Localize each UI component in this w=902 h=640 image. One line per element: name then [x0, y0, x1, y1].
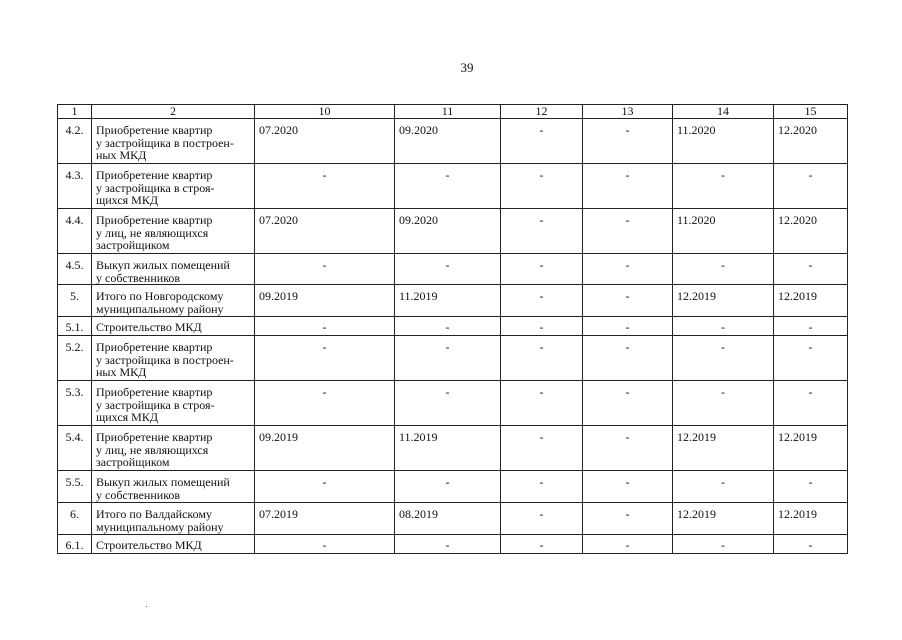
- cell-col10: -: [255, 336, 395, 381]
- header-cell: 2: [92, 105, 255, 119]
- row-name-line: застройщиком: [96, 455, 170, 469]
- row-name-line: Выкуп жилых помещений: [96, 258, 230, 272]
- row-name-line: Приобретение квартир: [96, 385, 213, 399]
- cell-col10: 07.2020: [255, 209, 395, 254]
- cell-col12: -: [501, 209, 583, 254]
- cell-col15: -: [774, 317, 848, 336]
- cell-col13: -: [583, 285, 673, 317]
- cell-col10: -: [255, 254, 395, 285]
- cell-col11: 11.2019: [395, 426, 501, 471]
- table-row: [58, 209, 848, 254]
- table-row: [58, 317, 848, 336]
- schedule-table: [57, 104, 848, 554]
- cell-col10: -: [255, 317, 395, 336]
- header-cell: 11: [395, 105, 501, 119]
- table-row: [58, 471, 848, 503]
- row-number: 6.1.: [58, 535, 92, 554]
- cell-col15: 12.2019: [774, 503, 848, 535]
- row-number: 4.2.: [58, 119, 92, 164]
- cell-col14: 11.2020: [673, 209, 774, 254]
- cell-col12: -: [501, 317, 583, 336]
- cell-col13: -: [583, 317, 673, 336]
- row-name-line: у застройщика в построен-: [96, 352, 234, 367]
- cell-col15: -: [774, 471, 848, 503]
- row-number: 5.5.: [58, 471, 92, 503]
- row-name: [92, 285, 255, 317]
- cell-col10: -: [255, 164, 395, 209]
- row-name-line: у застройщика в построен-: [96, 135, 234, 150]
- table-row: [58, 254, 848, 285]
- row-name-line: Строительство МКД: [96, 320, 202, 334]
- header-cell: 10: [255, 105, 395, 119]
- row-name-line: ных МКД: [96, 148, 147, 162]
- cell-col13: -: [583, 503, 673, 535]
- cell-col11: -: [395, 336, 501, 381]
- cell-col15: 12.2020: [774, 119, 848, 164]
- row-name-line: застройщиком: [96, 238, 170, 252]
- row-name-line: щихся МКД: [96, 193, 159, 207]
- header-cell: 1: [58, 105, 92, 119]
- cell-col13: -: [583, 381, 673, 426]
- row-name: [92, 381, 255, 426]
- row-number: 4.5.: [58, 254, 92, 285]
- cell-col15: 12.2020: [774, 209, 848, 254]
- cell-col12: -: [501, 426, 583, 471]
- row-name-line: Приобретение квартир: [96, 430, 213, 444]
- header-cell: 15: [774, 105, 848, 119]
- cell-col12: -: [501, 336, 583, 381]
- cell-col10: 09.2019: [255, 426, 395, 471]
- row-number: 4.3.: [58, 164, 92, 209]
- row-name-line: муниципальному району: [96, 301, 224, 316]
- cell-col10: 07.2019: [255, 503, 395, 535]
- row-name-line: ных МКД: [96, 365, 147, 379]
- cell-col12: -: [501, 119, 583, 164]
- row-name: [92, 471, 255, 503]
- cell-col12: -: [501, 503, 583, 535]
- header-cell: 12: [501, 105, 583, 119]
- row-name-line: у застройщика в строя-: [96, 180, 215, 195]
- cell-col11: 11.2019: [395, 285, 501, 317]
- cell-col11: -: [395, 254, 501, 285]
- table-row: [58, 381, 848, 426]
- row-name-line: щихся МКД: [96, 410, 159, 424]
- table-row: [58, 426, 848, 471]
- cell-col14: 12.2019: [673, 285, 774, 317]
- row-name: [92, 426, 255, 471]
- table-row: [58, 503, 848, 535]
- header-cell: 14: [673, 105, 774, 119]
- cell-col12: -: [501, 254, 583, 285]
- row-name: [92, 535, 255, 554]
- cell-col15: -: [774, 535, 848, 554]
- cell-col15: -: [774, 336, 848, 381]
- row-name-line: муниципальному району: [96, 519, 224, 534]
- table-header-row: [58, 105, 848, 119]
- cell-col13: -: [583, 254, 673, 285]
- row-name: [92, 119, 255, 164]
- row-name-line: у собственников: [96, 487, 181, 502]
- cell-col11: 09.2020: [395, 209, 501, 254]
- header-cell: 13: [583, 105, 673, 119]
- row-number: 5.1.: [58, 317, 92, 336]
- cell-col15: 12.2019: [774, 285, 848, 317]
- cell-col14: -: [673, 164, 774, 209]
- row-name-line: Строительство МКД: [96, 538, 202, 552]
- row-number: 5.2.: [58, 336, 92, 381]
- cell-col12: -: [501, 285, 583, 317]
- row-name-line: Приобретение квартир: [96, 123, 213, 137]
- cell-col13: -: [583, 535, 673, 554]
- cell-col10: 07.2020: [255, 119, 395, 164]
- cell-col10: -: [255, 535, 395, 554]
- row-name-line: у лиц, не являющихся: [96, 225, 209, 240]
- cell-col14: 12.2019: [673, 503, 774, 535]
- cell-col13: -: [583, 426, 673, 471]
- cell-col15: -: [774, 254, 848, 285]
- scan-speck: [146, 606, 147, 607]
- table-row: [58, 336, 848, 381]
- row-name: [92, 336, 255, 381]
- row-number: 5.3.: [58, 381, 92, 426]
- row-name: [92, 254, 255, 285]
- cell-col15: -: [774, 164, 848, 209]
- cell-col11: 09.2020: [395, 119, 501, 164]
- row-number: 4.4.: [58, 209, 92, 254]
- cell-col13: -: [583, 209, 673, 254]
- cell-col13: -: [583, 164, 673, 209]
- cell-col11: -: [395, 317, 501, 336]
- cell-col13: -: [583, 119, 673, 164]
- cell-col13: -: [583, 471, 673, 503]
- table-row: [58, 119, 848, 164]
- row-name: [92, 503, 255, 535]
- cell-col10: -: [255, 381, 395, 426]
- cell-col12: -: [501, 535, 583, 554]
- cell-col14: 11.2020: [673, 119, 774, 164]
- row-name-line: Итого по Валдайскому: [96, 507, 212, 521]
- row-name: [92, 209, 255, 254]
- row-name-line: Приобретение квартир: [96, 213, 213, 227]
- cell-col14: -: [673, 336, 774, 381]
- cell-col14: 12.2019: [673, 426, 774, 471]
- cell-col11: -: [395, 535, 501, 554]
- cell-col14: -: [673, 254, 774, 285]
- cell-col11: -: [395, 471, 501, 503]
- row-name: [92, 317, 255, 336]
- table-row: [58, 164, 848, 209]
- row-number: 5.: [58, 285, 92, 317]
- table-row: [58, 535, 848, 554]
- page-number: 39: [460, 60, 474, 75]
- row-name-line: у собственников: [96, 270, 181, 285]
- cell-col14: -: [673, 317, 774, 336]
- cell-col11: -: [395, 381, 501, 426]
- cell-col14: -: [673, 535, 774, 554]
- cell-col10: -: [255, 471, 395, 503]
- row-name-line: у лиц, не являющихся: [96, 442, 209, 457]
- row-number: 5.4.: [58, 426, 92, 471]
- cell-col11: 08.2019: [395, 503, 501, 535]
- cell-col14: -: [673, 381, 774, 426]
- row-number: 6.: [58, 503, 92, 535]
- cell-col15: 12.2019: [774, 426, 848, 471]
- row-name-line: Приобретение квартир: [96, 168, 213, 182]
- cell-col11: -: [395, 164, 501, 209]
- row-name-line: Приобретение квартир: [96, 340, 213, 354]
- row-name-line: у застройщика в строя-: [96, 397, 215, 412]
- cell-col13: -: [583, 336, 673, 381]
- row-name: [92, 164, 255, 209]
- cell-col12: -: [501, 381, 583, 426]
- row-name-line: Выкуп жилых помещений: [96, 475, 230, 489]
- cell-col12: -: [501, 471, 583, 503]
- cell-col10: 09.2019: [255, 285, 395, 317]
- cell-col12: -: [501, 164, 583, 209]
- table-row: [58, 285, 848, 317]
- cell-col14: -: [673, 471, 774, 503]
- cell-col15: -: [774, 381, 848, 426]
- row-name-line: Итого по Новгородскому: [96, 289, 224, 303]
